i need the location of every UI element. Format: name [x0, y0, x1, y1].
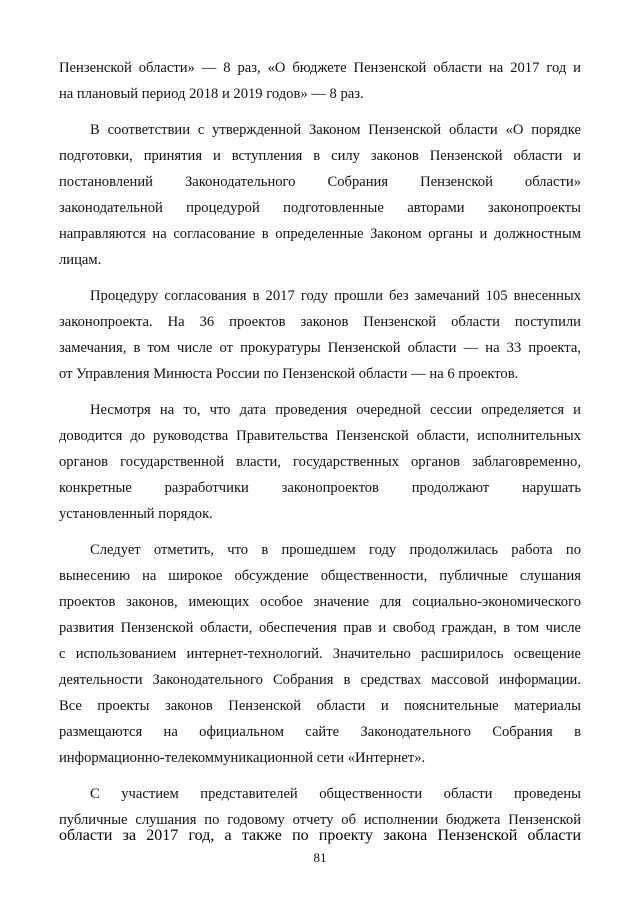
text-line: проектов законов, имеющих особое значение для социально-экономического [59, 594, 581, 610]
text-line: законопроекта. На 36 проектов законов Пензенской области поступили [59, 314, 581, 330]
text-line: с использованием интернет-технологий. Значительно расширилось освещение [59, 646, 581, 662]
text-line: на плановый период 2018 и 2019 годов» — 8 раз. [59, 86, 364, 102]
text-line: доводится до руководства Правительства Пензенской области, исполнительных [59, 428, 581, 444]
text-line: Следует отметить, что в прошедшем году продолжилась работа по [90, 542, 581, 558]
text-line: лицам. [59, 252, 102, 268]
text-line: Несмотря на то, что дата проведения очередной сессии определяется и [90, 402, 581, 418]
text-line: замечания, в том числе от прокуратуры Пензенской области — на 33 проекта, [59, 340, 581, 356]
text-line: направляются на согласование в определенные Законом органы и должностным [59, 226, 581, 242]
text-line: установленный порядок. [59, 506, 213, 522]
text-line: вынесению на широкое обсуждение общественности, публичные слушания [59, 568, 581, 584]
text-line: Все проекты законов Пензенской области и пояснительные материалы [59, 698, 581, 714]
text-line: В соответствии с утвержденной Законом Пензенской области «О порядке [90, 122, 581, 138]
text-line: деятельности Законодательного Собрания в средствах массовой информации. [59, 672, 581, 688]
text-line: размещаются на официальном сайте Законодательного Собрания в [59, 724, 581, 740]
text-line: развития Пензенской области, обеспечения прав и свобод граждан, в том числе [59, 620, 581, 636]
text-line: области за 2017 год, а также по проекту закона Пензенской области [59, 827, 581, 844]
text-line: информационно-телекоммуникационной сети «Интернет». [59, 750, 426, 766]
text-line: Пензенской области» — 8 раз, «О бюджете Пензенской области на 2017 год и [59, 60, 581, 76]
text-line: законодательной процедурой подготовленные авторами законопроекты [59, 200, 581, 216]
text-line: публичные слушания по годовому отчету об исполнении бюджета Пензенской [59, 812, 581, 828]
text-line: подготовки, принятия и вступления в силу законов Пензенской области и [59, 148, 581, 164]
text-line: органов государственной власти, государственных органов заблаговременно, [59, 454, 581, 470]
text-line: от Управления Минюста России по Пензенской области — на 6 проектов. [59, 366, 519, 382]
page-number: 81 [313, 850, 327, 865]
text-line: конкретные разработчики законопроектов продолжают нарушать [59, 480, 581, 496]
text-line: С участием представителей общественности области проведены [90, 786, 581, 802]
text-line: постановлений Законодательного Собрания Пензенской области» [59, 174, 581, 190]
text-line: Процедуру согласования в 2017 году прошли без замечаний 105 внесенных [90, 288, 581, 304]
